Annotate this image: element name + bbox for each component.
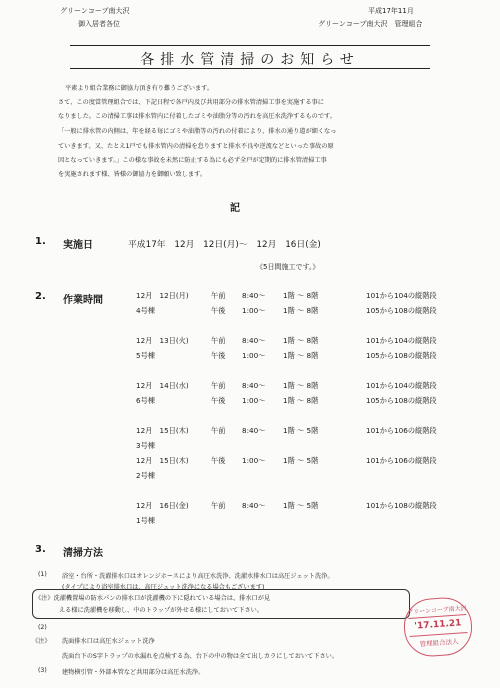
schedule-date: 12月 14日(水) [136, 381, 189, 390]
stamp-org: グリーンコープ南大沢 [406, 604, 467, 617]
schedule-building: 6号棟 [136, 396, 155, 405]
schedule-building: 2号棟 [136, 471, 155, 480]
section-1-number: 1. [35, 236, 46, 247]
duration-note: 《5日間施工です。》 [256, 263, 320, 271]
schedule-period: 午前 [211, 381, 226, 390]
stamp-date: '17.11.21 [413, 618, 462, 632]
schedule-stairs: 101から104の縦階段 [366, 381, 437, 390]
org-name-left: グリーンコープ南大沢 [60, 7, 130, 15]
intro-line: 「一般に排水管の内側は、年を経る毎にゴミや油脂等の汚れの付着により、排水の通り道が細くなっ [58, 128, 337, 135]
schedule-time: 8:40～ [242, 501, 266, 510]
schedule-stairs: 101から104の縦階段 [366, 336, 437, 345]
method-item-number: (1) [38, 571, 47, 578]
method-item-1-sub: (タイプにより浴室排水口は、高圧ジェット洗浄になる場合もございます) [62, 584, 265, 591]
intro-line: ていきます。又、たとえ1戸でも排水管内の清掃を怠りますと排水不良や逆流などといった事故の原 [58, 143, 334, 150]
schedule-date: 12月 16日(金) [136, 501, 189, 510]
method-item-number: (3) [38, 667, 47, 674]
schedule-time: 8:40～ [242, 291, 266, 300]
schedule-floors: 1階 ～ 5階 [283, 426, 319, 435]
schedule-building: 4号棟 [136, 306, 155, 315]
section-1-label: 実施日 [63, 240, 93, 251]
ki-heading: 記 [230, 203, 240, 214]
section-2-number: 2. [35, 291, 46, 302]
schedule-stairs: 101から106の縦階段 [366, 426, 437, 435]
schedule-date: 12月 15日(木) [136, 426, 189, 435]
schedule-floors: 1階 ～ 8階 [283, 351, 319, 360]
recipients: 御入居者各位 [78, 20, 120, 28]
received-stamp [402, 596, 474, 659]
schedule-stairs: 101から106の縦階段 [366, 456, 437, 465]
washer-note-line: 《注》洗濯機置場の防水パンの排水口が洗濯機の下に隠れている場合は、排水口が見 [35, 595, 271, 602]
schedule-time: 8:40～ [242, 336, 266, 345]
intro-line: なりました。この清掃工事は排水管内に付着したゴミや油脂分等の汚れを高圧水洗浄するものです。 [58, 113, 336, 120]
issue-date: 平成17年11月 [368, 7, 414, 15]
schedule-period: 午前 [211, 501, 226, 510]
schedule-time: 8:40～ [242, 426, 266, 435]
note-label: 《注》 [32, 638, 51, 645]
title-box [70, 45, 430, 69]
org-name-right: グリーンコープ南大沢 管理組合 [318, 20, 423, 28]
schedule-period: 午後 [211, 306, 226, 315]
schedule-time: 1:00～ [242, 456, 266, 465]
schedule-time: 1:00～ [242, 306, 266, 315]
schedule-date: 12月 15日(木) [136, 456, 189, 465]
schedule-date: 12月 13日(火) [136, 336, 189, 345]
schedule-stairs: 105から108の縦階段 [366, 351, 437, 360]
schedule-time: 8:40～ [242, 381, 266, 390]
section-3-number: 3. [35, 544, 46, 555]
schedule-stairs: 105から108の縦階段 [366, 396, 437, 405]
schedule-stairs: 101から108の縦階段 [366, 501, 437, 510]
schedule-floors: 1階 ～ 8階 [283, 381, 319, 390]
schedule-building: 3号棟 [136, 441, 155, 450]
method-item-number: (2) [38, 624, 47, 631]
schedule-floors: 1階 ～ 5階 [283, 456, 319, 465]
schedule-time: 1:00～ [242, 396, 266, 405]
schedule-period: 午前 [211, 291, 226, 300]
schedule-floors: 1階 ～ 8階 [283, 336, 319, 345]
schedule-floors: 1階 ～ 8階 [283, 306, 319, 315]
method-item-2: 洗面排水口は高圧水ジェット洗浄 [62, 638, 155, 645]
method-item-3: 建物横引管・外部本管など共用部分は高圧水洗浄。 [62, 669, 205, 676]
washer-note-line: える様に洗濯機を移動し、中のトラップが外せる様にしておいて下さい。 [59, 607, 264, 614]
intro-line: さて、この度當管理組合では、下記日程で各戸内及び共用部分の排水管清掃工事を実施する事に [58, 99, 324, 106]
schedule-floors: 1階 ～ 8階 [283, 396, 319, 405]
method-item-1: 浴室・台所・洗濯排水口はオレンジホースにより高圧水洗浄、洗濯水排水口は高圧ジェット洗浄。 [62, 573, 334, 580]
schedule-building: 1号棟 [136, 516, 155, 525]
method-item-2-sub: 洗面台下のS字トラップの水漏れを点検する為、台下の中の物は全て出しカラにしておいて下さい。 [62, 653, 339, 660]
schedule-period: 午後 [211, 396, 226, 405]
schedule-time: 1:00～ [242, 351, 266, 360]
schedule-stairs: 105から108の縦階段 [366, 306, 437, 315]
schedule-stairs: 101から104の縦階段 [366, 291, 437, 300]
intro-line: を実施されます様、皆様の御協力を御願い致します。 [58, 171, 207, 178]
schedule-period: 午後 [211, 456, 226, 465]
schedule-period: 午後 [211, 351, 226, 360]
washer-note-box [32, 589, 410, 619]
schedule-date: 12月 12日(月) [136, 291, 189, 300]
stamp-corp: 管理組合法人 [419, 637, 459, 649]
intro-line: 平素より組合業務に御協力頂き有り難うございます。 [65, 85, 214, 92]
schedule-period: 午前 [211, 336, 226, 345]
schedule-building: 5号棟 [136, 351, 155, 360]
schedule-period: 午前 [211, 426, 226, 435]
schedule-floors: 1階 ～ 8階 [283, 291, 319, 300]
section-2-label: 作業時間 [63, 295, 103, 306]
schedule-floors: 1階 ～ 5階 [283, 501, 319, 510]
intro-line: 因となっていきます。」この様な事故を未然に防止する為にも必ず全戸が定期的に排水管清掃工事 [58, 157, 327, 164]
execution-dates: 平成17年 12月 12日(月)～ 12月 16日(金) [128, 240, 321, 250]
page-title: 各排水管清掃のお知らせ [140, 52, 360, 68]
section-3-label: 清掃方法 [63, 548, 103, 559]
